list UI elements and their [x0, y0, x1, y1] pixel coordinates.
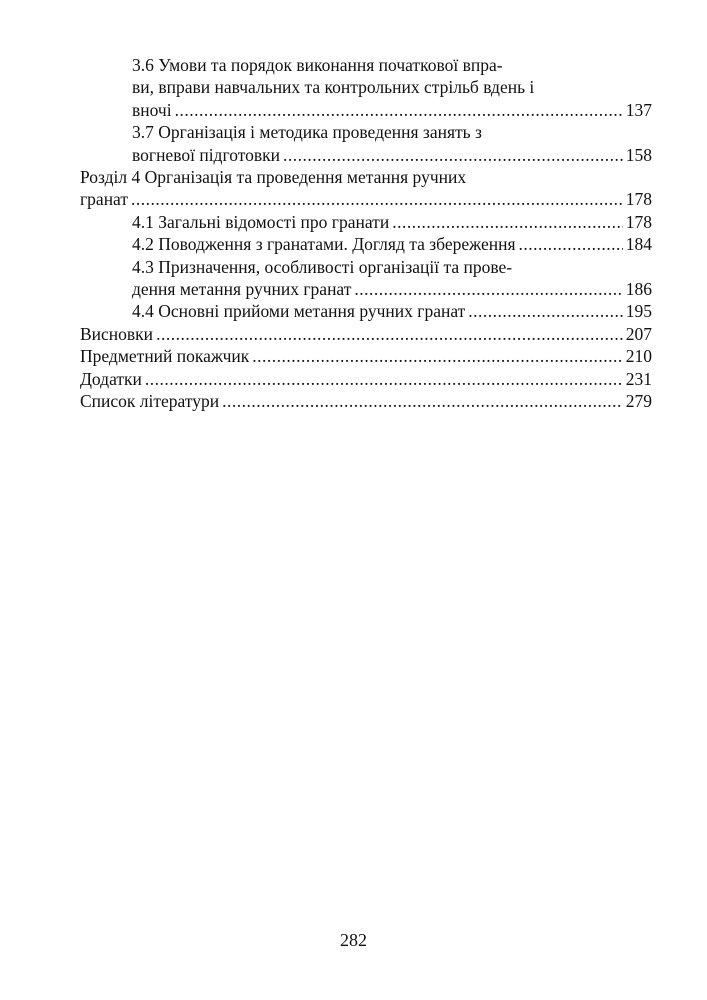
- dot-leader: [392, 211, 623, 233]
- toc-entry-page: 195: [625, 301, 652, 322]
- toc-entry-leader-line: [132, 278, 652, 300]
- toc-entry-title-last-line: 4.4 Основні прийоми метання ручних гранат: [132, 301, 466, 322]
- dot-leader: [519, 233, 623, 255]
- toc-entry: [80, 345, 652, 367]
- toc-entry-leader-line: [132, 211, 652, 233]
- dot-leader: [252, 345, 623, 367]
- toc-entry-title-line: 4.3 Призначення, особливості організації та прове-: [132, 256, 513, 277]
- toc-entry-leader-line: [80, 390, 652, 412]
- toc-entry: [80, 166, 652, 211]
- dot-leader: [145, 368, 623, 390]
- toc-entry-leader-line: [80, 323, 652, 345]
- toc-entry: [80, 256, 652, 301]
- toc-entry-leader-line: [132, 99, 652, 121]
- toc-entry-page: 137: [625, 99, 652, 120]
- dot-leader: [175, 99, 623, 121]
- toc-entry-title-last-line: Висновки: [80, 323, 154, 344]
- toc-entry-leader-line: [132, 144, 652, 166]
- dot-leader: [156, 323, 623, 345]
- toc-entry-title-line: Розділ 4 Організація та проведення метання ручних: [80, 167, 467, 188]
- toc-entry: [80, 300, 652, 322]
- toc-entry-title-last-line: вогневої підготовки: [132, 144, 281, 165]
- page-number: 282: [340, 930, 367, 950]
- toc-entry-title-line: 3.7 Організація і методика проведення занять з: [132, 122, 482, 143]
- toc-entry-title-last-line: вночі: [132, 99, 172, 120]
- dot-leader: [468, 300, 622, 322]
- toc-entry-page: 210: [625, 346, 652, 367]
- toc-entry-title-line: ви, вправи навчальних та контрольних стрільб вдень і: [132, 77, 535, 98]
- toc-entry: [80, 323, 652, 345]
- toc-entry-page: 207: [625, 323, 652, 344]
- toc-entry-title-last-line: дення метання ручних гранат: [132, 279, 352, 300]
- toc-entry: [80, 54, 652, 121]
- toc-entry-title-line: 3.6 Умови та порядок виконання початкової впра-: [132, 55, 503, 75]
- toc-entry: [80, 233, 652, 255]
- toc-entry-page: 178: [625, 211, 652, 232]
- table-of-contents: [80, 54, 652, 413]
- toc-entry-page: 231: [625, 368, 652, 389]
- toc-entry-title-last-line: Список літератури: [80, 391, 220, 412]
- toc-entry: [80, 121, 652, 166]
- toc-entry-title-last-line: Предметний покажчик: [80, 346, 250, 367]
- dot-leader: [283, 144, 623, 166]
- toc-entry-leader-line: [132, 300, 652, 322]
- toc-entry-leader-line: [80, 368, 652, 390]
- toc-entry-page: 279: [625, 391, 652, 412]
- dot-leader: [131, 188, 623, 210]
- toc-entry-title-last-line: 4.2 Поводження з гранатами. Догляд та збереження: [132, 234, 516, 255]
- toc-entry: [80, 211, 652, 233]
- toc-entry-page: 184: [625, 234, 652, 255]
- toc-entry-leader-line: [80, 188, 652, 210]
- toc-entry-title-last-line: 4.1 Загальні відомості про гранати: [132, 211, 390, 232]
- toc-entry-title-last-line: гранат: [80, 189, 129, 210]
- toc-entry-page: 186: [625, 279, 652, 300]
- toc-entry-page: 158: [625, 144, 652, 165]
- dot-leader: [354, 278, 622, 300]
- toc-entry-leader-line: [132, 233, 652, 255]
- toc-entry: [80, 390, 652, 412]
- toc-entry-leader-line: [80, 345, 652, 367]
- toc-entry-title-last-line: Додатки: [80, 368, 142, 389]
- toc-entry-page: 178: [625, 189, 652, 210]
- dot-leader: [222, 390, 623, 412]
- toc-entry: [80, 368, 652, 390]
